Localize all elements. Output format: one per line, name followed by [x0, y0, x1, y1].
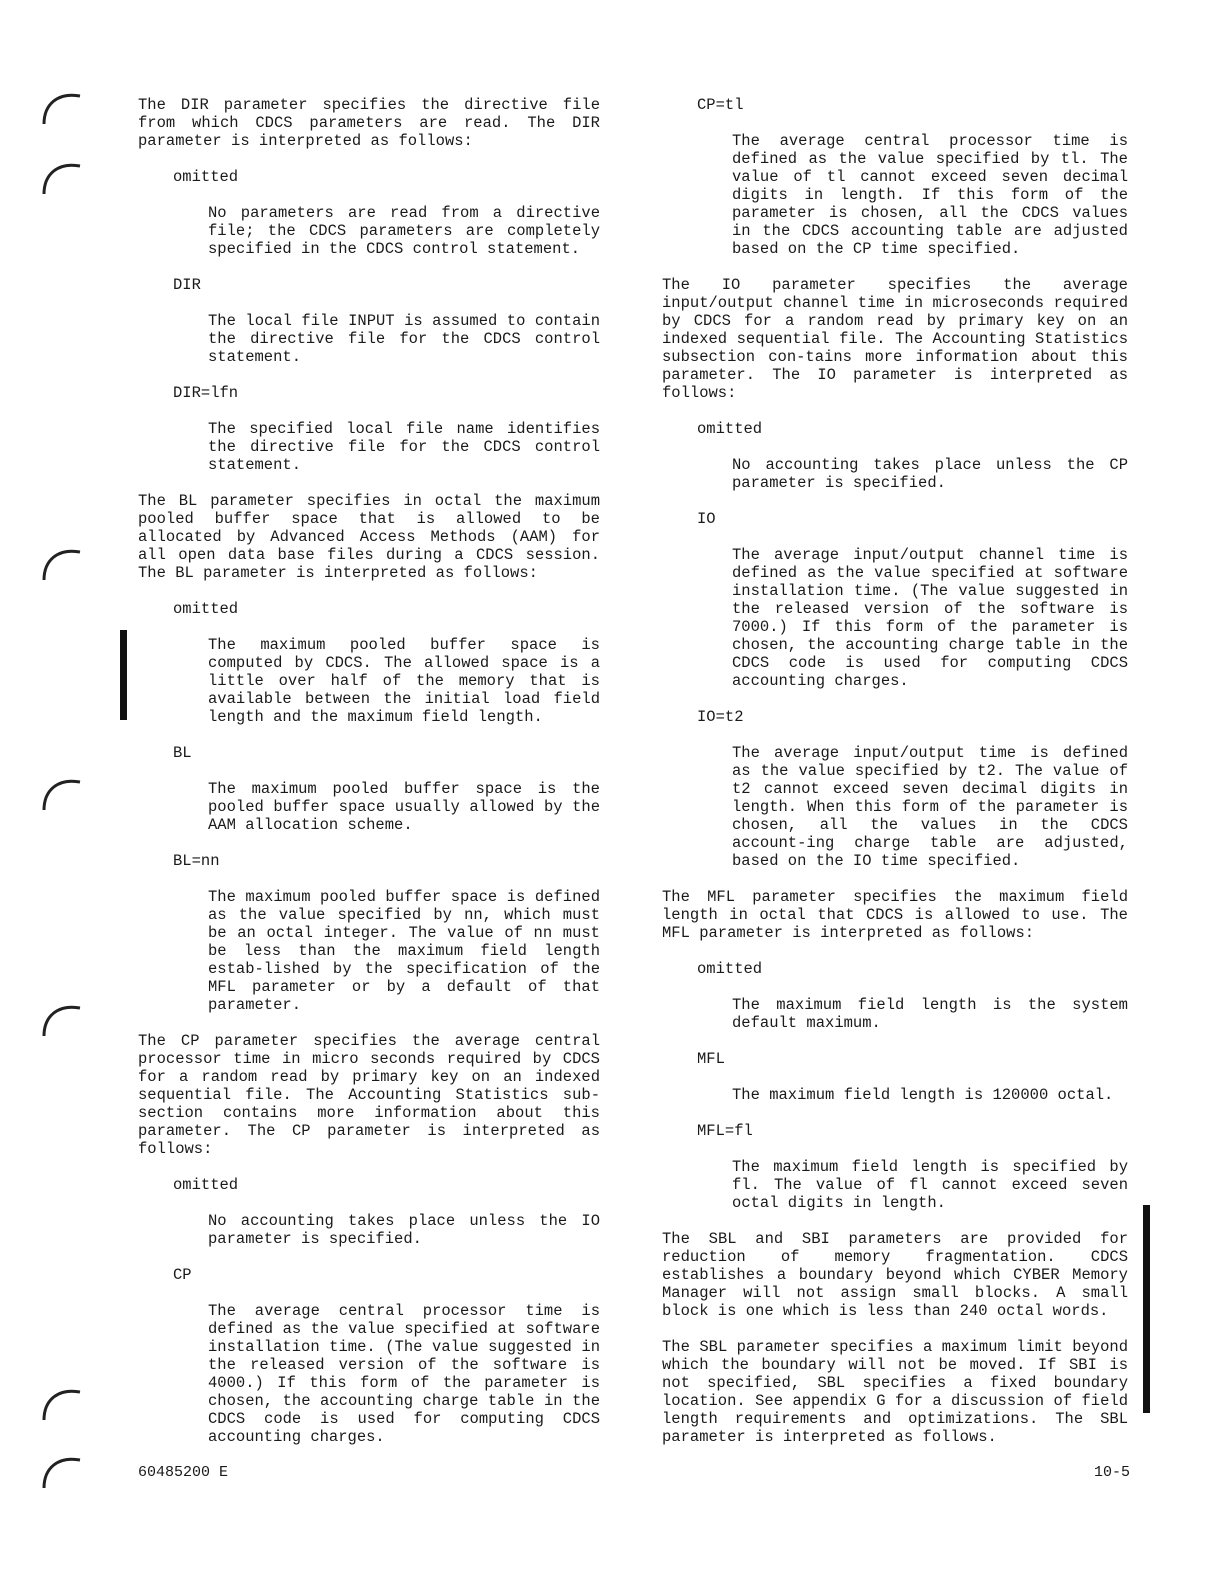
parameter-description: The average central processor time is defined as the value specified by tl. The value of tl cannot exceed seven decimal digits in length. If this form of the parameter is chosen, all the CDCS values in the CDCS accounting table are adjusted based on the CP time specified.	[732, 132, 1128, 258]
parameter-description: The specified local file name identifies the directive file for the CDCS control statement.	[208, 420, 600, 474]
punch-hole-icon	[38, 154, 84, 200]
paragraph: The IO parameter specifies the average input/output channel time in microseconds required by CDCS for a random read by primary key on an indexed sequential file. The Accounting Statistics subsection con-tains more information about this parameter. The IO parameter is interpreted as follows:	[662, 276, 1128, 402]
parameter-description: No accounting takes place unless the IO parameter is specified.	[208, 1212, 600, 1248]
parameter-form: MFL=fl	[697, 1122, 753, 1140]
parameter-form: omitted	[173, 600, 239, 618]
punch-hole-icon	[38, 770, 84, 816]
change-bar	[120, 630, 127, 720]
parameter-description: The maximum field length is 120000 octal.	[732, 1086, 1114, 1104]
parameter-form: MFL	[697, 1050, 725, 1068]
parameter-form: BL	[173, 744, 192, 762]
paragraph: The DIR parameter specifies the directive file from which CDCS parameters are read. The DIR parameter is interpreted as follows:	[138, 96, 600, 150]
right-column	[662, 96, 1128, 1464]
parameter-description: The local file INPUT is assumed to contain the directive file for the CDCS control statement.	[208, 312, 600, 366]
left-column	[138, 96, 600, 1464]
parameter-form: omitted	[697, 960, 763, 978]
punch-hole-icon	[38, 1448, 84, 1494]
punch-hole-icon	[38, 84, 84, 130]
parameter-form: BL=nn	[173, 852, 220, 870]
parameter-description: The average central processor time is defined as the value specified at software installation time. (The value suggested in the released version of the software is 4000.) If this form of the parameter is chosen, the accounting charge table in the CDCS code is used for computing CDCS accounting charges.	[208, 1302, 600, 1446]
paragraph: The CP parameter specifies the average central processor time in micro seconds required by CDCS for a random read by primary key on an indexed sequential file. The Accounting Statistics sub-section contains more information about this parameter. The CP parameter is interpreted as follows:	[138, 1032, 600, 1158]
parameter-description: The maximum field length is specified by fl. The value of fl cannot exceed seven octal digits in length.	[732, 1158, 1128, 1212]
parameter-description: The average input/output time is defined as the value specified by t2. The value of t2 cannot exceed seven decimal digits in length. When this form of the parameter is chosen, all the values in the CDCS account-ing charge table are adjusted, based on the IO time specified.	[732, 744, 1128, 870]
paragraph: The SBL and SBI parameters are provided for reduction of memory fragmentation. CDCS establishes a boundary beyond which CYBER Memory Manager will not assign small blocks. A small block is one which is less than 240 octal words.	[662, 1230, 1128, 1320]
parameter-form: omitted	[173, 1176, 239, 1194]
parameter-form: IO	[697, 510, 716, 528]
parameter-form: CP=tl	[697, 96, 744, 114]
punch-hole-icon	[38, 1380, 84, 1426]
parameter-form: DIR	[173, 276, 201, 294]
change-bar	[1143, 1205, 1150, 1413]
parameter-form: omitted	[697, 420, 763, 438]
paragraph: The SBL parameter specifies a maximum limit beyond which the boundary will not be moved. If SBI is not specified, SBL specifies a fixed boundary location. See appendix G for a discussion of field length requirements and optimizations. The SBL parameter is interpreted as follows.	[662, 1338, 1128, 1446]
page-number: 10-5	[1093, 1464, 1130, 1481]
paragraph: The MFL parameter specifies the maximum field length in octal that CDCS is allowed to use. The MFL parameter is interpreted as follows:	[662, 888, 1128, 942]
parameter-form: DIR=lfn	[173, 384, 239, 402]
parameter-description: The maximum pooled buffer space is the pooled buffer space usually allowed by the AAM allocation scheme.	[208, 780, 600, 834]
parameter-description: The average input/output channel time is defined as the value specified at software installation time. (The value suggested in the released version of the software is 7000.) If this form of the parameter is chosen, the accounting charge table in the CDCS code is used for computing CDCS accounting charges.	[732, 546, 1128, 690]
punch-hole-icon	[38, 540, 84, 586]
parameter-description: The maximum pooled buffer space is defined as the value specified by nn, which must be an octal integer. The value of nn must be less than the maximum field length estab-lished by the specification of the MFL parameter or by a default of that parameter.	[208, 888, 600, 1014]
parameter-description: No accounting takes place unless the CP parameter is specified.	[732, 456, 1128, 492]
parameter-description: The maximum pooled buffer space is computed by CDCS. The allowed space is a little over half of the memory that is available between the initial load field length and the maximum field length.	[208, 636, 600, 726]
document-number: 60485200 E	[138, 1464, 229, 1481]
parameter-description: No parameters are read from a directive file; the CDCS parameters are completely specified in the CDCS control statement.	[208, 204, 600, 258]
parameter-form: CP	[173, 1266, 192, 1284]
parameter-form: IO=t2	[697, 708, 744, 726]
parameter-description: The maximum field length is the system default maximum.	[732, 996, 1128, 1032]
punch-hole-icon	[38, 996, 84, 1042]
paragraph: The BL parameter specifies in octal the maximum pooled buffer space that is allowed to be allocated by Advanced Access Methods (AAM) for all open data base files during a CDCS session. The BL parameter is interpreted as follows:	[138, 492, 600, 582]
parameter-form: omitted	[173, 168, 239, 186]
